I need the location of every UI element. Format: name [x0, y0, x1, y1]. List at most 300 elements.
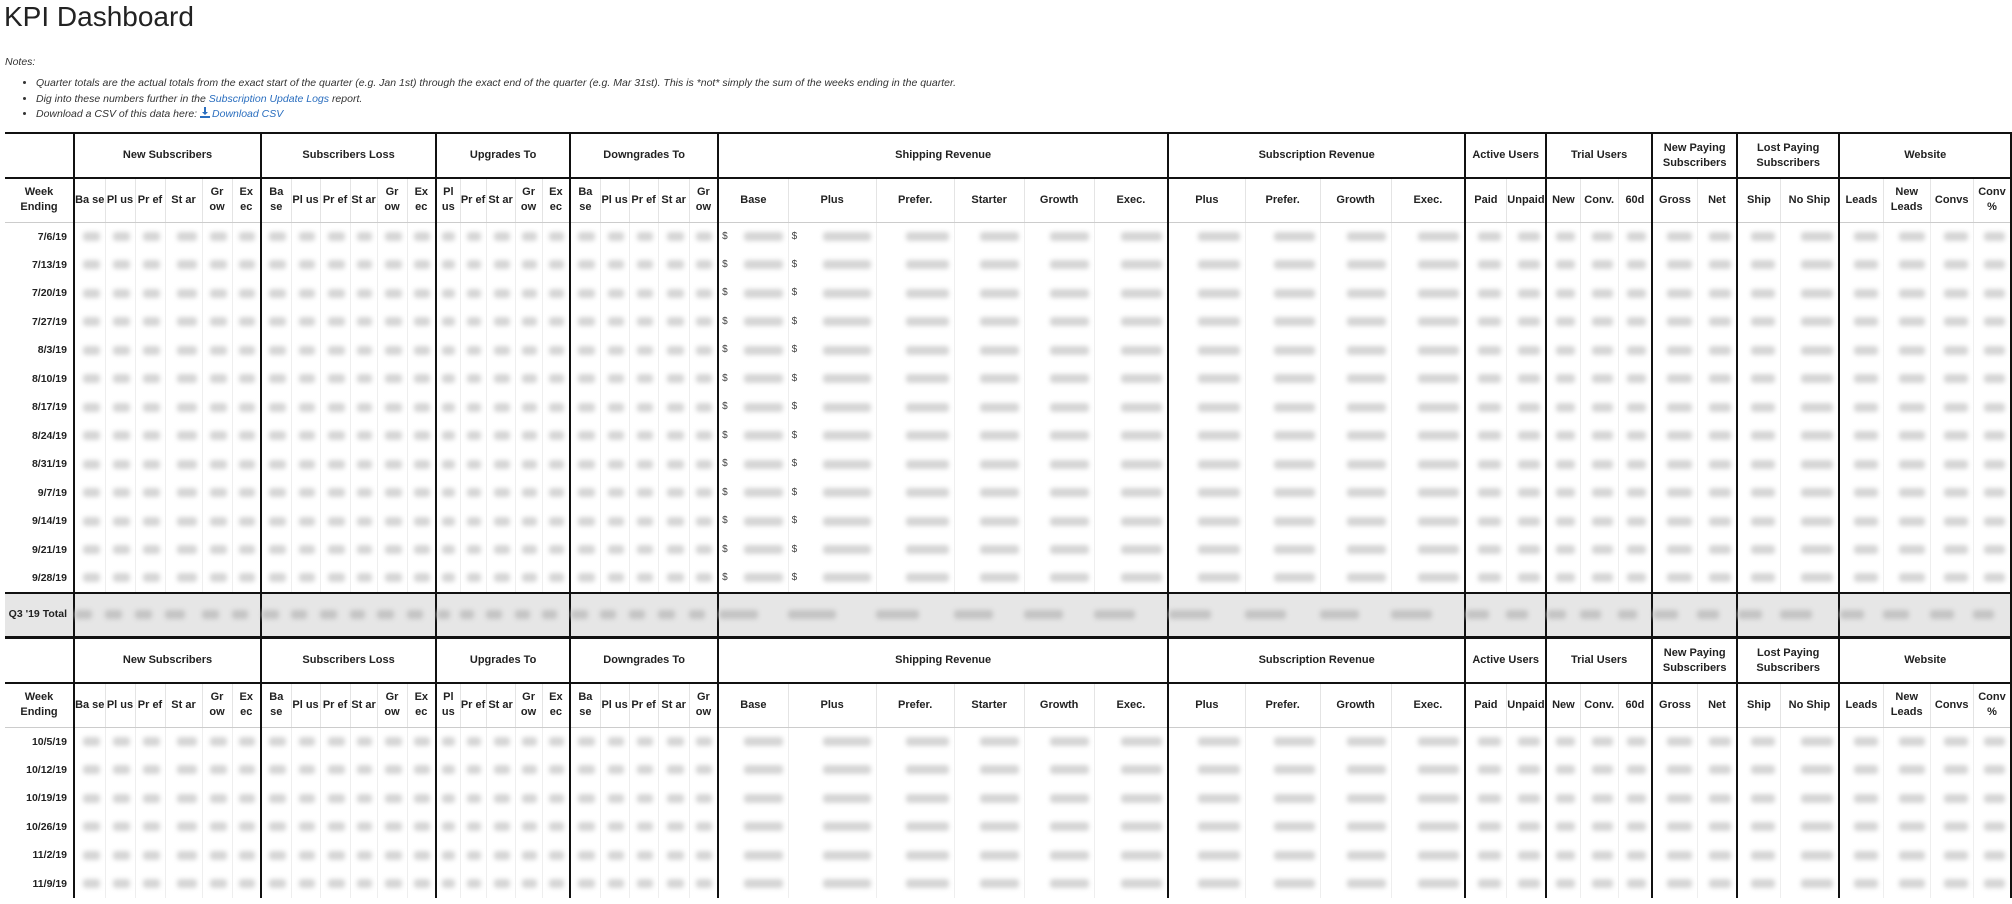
redacted-value	[522, 317, 537, 326]
value-cell-shipping-revenue-prefer	[876, 222, 954, 251]
redacted-value	[385, 232, 402, 241]
value-cell-subscription-revenue-growth	[1320, 756, 1391, 785]
redacted-value	[578, 260, 595, 269]
redacted-value	[906, 232, 949, 241]
redacted-value	[1944, 488, 1968, 497]
value-cell-subscription-revenue-plus	[1168, 251, 1245, 280]
redacted-value	[578, 573, 595, 582]
redacted-value	[696, 460, 712, 469]
value-cell-shipping-revenue-plus	[788, 251, 876, 280]
value-cell-trial-users-new	[1546, 564, 1580, 593]
redacted-value	[1801, 431, 1833, 440]
value-cell-downgrades-to-st-ar	[658, 841, 689, 870]
value-cell-upgrades-to-pl-us	[436, 365, 460, 394]
redacted-value	[202, 610, 219, 619]
value-cell-shipping-revenue-base	[718, 870, 788, 899]
value-cell-downgrades-to-st-ar	[658, 536, 689, 565]
redacted-value	[177, 822, 197, 831]
redacted-value	[494, 765, 510, 774]
value-cell-lost-paying-subscribers-no-ship	[1780, 841, 1839, 870]
value-cell-downgrades-to-ba-se	[570, 365, 600, 394]
value-cell-active-users-paid	[1465, 536, 1506, 565]
value-cell-shipping-revenue-growth	[1024, 870, 1094, 899]
value-cell-new-subscribers-pr-ef	[135, 870, 165, 899]
value-cell-new-subscribers-ba-se	[74, 279, 105, 308]
redacted-value	[210, 822, 227, 831]
redacted-value	[239, 317, 255, 326]
redacted-value	[906, 431, 949, 440]
value-cell-upgrades-to-ex-ec	[542, 870, 570, 899]
value-cell-new-paying-subscribers-gross	[1652, 308, 1697, 337]
redacted-value	[269, 822, 286, 831]
value-cell-new-paying-subscribers-net	[1697, 336, 1737, 365]
redacted-value	[608, 431, 624, 440]
value-cell-downgrades-to-st-ar	[658, 813, 689, 842]
value-cell-lost-paying-subscribers-no-ship	[1780, 222, 1839, 251]
redacted-value	[357, 822, 372, 831]
value-cell-new-subscribers-pr-ef	[135, 365, 165, 394]
value-cell-new-paying-subscribers-gross	[1652, 422, 1697, 451]
value-cell-shipping-revenue-starter	[954, 279, 1024, 308]
redacted-value	[608, 545, 624, 554]
value-cell-trial-users-conv	[1580, 593, 1618, 637]
group-header-subscribers-loss: Subscribers Loss	[261, 133, 436, 178]
value-cell-shipping-revenue-plus	[788, 841, 876, 870]
redacted-value	[1627, 317, 1646, 326]
value-cell-lost-paying-subscribers-ship	[1737, 813, 1780, 842]
redacted-value	[113, 232, 130, 241]
redacted-value	[299, 374, 315, 383]
value-cell-shipping-revenue-exec	[1094, 222, 1168, 251]
redacted-value	[1854, 822, 1878, 831]
value-cell-shipping-revenue-base	[718, 841, 788, 870]
value-cell-upgrades-to-ex-ec	[542, 536, 570, 565]
redacted-value	[744, 431, 783, 440]
value-cell-trial-users-conv	[1580, 784, 1618, 813]
value-cell-shipping-revenue-starter	[954, 536, 1024, 565]
redacted-value	[744, 851, 783, 860]
redacted-value	[1984, 289, 2005, 298]
redacted-value	[1801, 289, 1833, 298]
value-cell-downgrades-to-st-ar	[658, 308, 689, 337]
value-cell-upgrades-to-ex-ec	[542, 393, 570, 422]
redacted-value	[357, 879, 372, 888]
redacted-value	[1347, 822, 1386, 831]
group-header-active-users: Active Users	[1465, 133, 1546, 178]
value-cell-upgrades-to-pl-us	[436, 841, 460, 870]
redacted-value	[1478, 460, 1501, 469]
redacted-value	[823, 460, 871, 469]
value-cell-active-users-unpaid	[1506, 593, 1546, 637]
value-cell-new-subscribers-pl-us	[105, 564, 135, 593]
value-cell-new-paying-subscribers-net	[1697, 784, 1737, 813]
value-cell-subscribers-loss-pl-us	[291, 784, 320, 813]
value-cell-shipping-revenue-growth	[1024, 308, 1094, 337]
redacted-value	[1944, 822, 1968, 831]
value-cell-subscription-revenue-plus	[1168, 422, 1245, 451]
group-header-lost-paying-subscribers: Lost Paying Subscribers	[1737, 638, 1839, 683]
redacted-value	[239, 851, 255, 860]
value-cell-subscription-revenue-exec	[1391, 841, 1465, 870]
redacted-value	[328, 879, 345, 888]
redacted-value	[269, 545, 286, 554]
value-cell-website-leads	[1839, 222, 1883, 251]
value-cell-website-new-leads	[1883, 450, 1930, 479]
value-cell-subscription-revenue-prefer	[1245, 479, 1320, 508]
value-cell-shipping-revenue-base	[718, 756, 788, 785]
value-cell-subscribers-loss-ba-se	[261, 507, 291, 536]
redacted-value	[83, 431, 100, 440]
value-cell-trial-users-60d	[1618, 365, 1652, 394]
value-cell-website-leads	[1839, 507, 1883, 536]
redacted-value	[210, 374, 227, 383]
value-cell-trial-users-new	[1546, 870, 1580, 899]
value-cell-subscribers-loss-ex-ec	[407, 564, 436, 593]
value-cell-shipping-revenue-starter	[954, 593, 1024, 637]
redacted-value	[442, 403, 455, 412]
column-header-new-subscribers-gr-ow: Gr ow	[202, 178, 232, 222]
redacted-value	[637, 289, 653, 298]
value-cell-shipping-revenue-base	[718, 593, 788, 637]
value-cell-new-paying-subscribers-net	[1697, 507, 1737, 536]
value-cell-subscription-revenue-prefer	[1245, 507, 1320, 536]
value-cell-website-convs	[1930, 564, 1973, 593]
value-cell-new-paying-subscribers-net	[1697, 813, 1737, 842]
redacted-value	[1709, 737, 1731, 746]
value-cell-subscribers-loss-ex-ec	[407, 336, 436, 365]
redacted-value	[1854, 260, 1878, 269]
value-cell-subscribers-loss-pr-ef	[320, 222, 350, 251]
redacted-value	[629, 610, 645, 619]
redacted-value	[239, 573, 255, 582]
value-cell-lost-paying-subscribers-no-ship	[1780, 756, 1839, 785]
redacted-value	[385, 545, 402, 554]
column-header-subscription-revenue-growth: Growth	[1320, 683, 1391, 727]
redacted-value	[467, 822, 481, 831]
value-cell-subscription-revenue-prefer	[1245, 251, 1320, 280]
value-cell-upgrades-to-st-ar	[486, 393, 515, 422]
redacted-value	[177, 232, 197, 241]
value-cell-shipping-revenue-base	[718, 279, 788, 308]
value-cell-new-subscribers-ba-se	[74, 222, 105, 251]
redacted-value	[1518, 374, 1540, 383]
value-cell-new-subscribers-pl-us	[105, 393, 135, 422]
value-cell-subscribers-loss-gr-ow	[377, 841, 407, 870]
redacted-value	[442, 545, 455, 554]
value-cell-shipping-revenue-plus	[788, 393, 876, 422]
value-cell-new-subscribers-ex-ec	[232, 841, 261, 870]
value-cell-upgrades-to-pl-us	[436, 784, 460, 813]
redacted-value	[1984, 431, 2005, 440]
value-cell-upgrades-to-gr-ow	[515, 365, 542, 394]
value-cell-website-new-leads	[1883, 308, 1930, 337]
value-cell-lost-paying-subscribers-ship	[1737, 222, 1780, 251]
value-cell-shipping-revenue-base	[718, 422, 788, 451]
value-cell-shipping-revenue-exec	[1094, 841, 1168, 870]
redacted-value	[522, 488, 537, 497]
redacted-value	[1050, 374, 1089, 383]
value-cell-subscription-revenue-prefer	[1245, 450, 1320, 479]
redacted-value	[210, 431, 227, 440]
redacted-value	[578, 431, 595, 440]
column-header-active-users-unpaid: Unpaid	[1506, 683, 1546, 727]
value-cell-upgrades-to-gr-ow	[515, 422, 542, 451]
value-cell-trial-users-new	[1546, 784, 1580, 813]
value-cell-downgrades-to-pr-ef	[629, 450, 658, 479]
redacted-value	[1518, 488, 1540, 497]
redacted-value	[522, 822, 537, 831]
redacted-value	[1751, 517, 1775, 526]
value-cell-shipping-revenue-prefer	[876, 727, 954, 756]
redacted-value	[1347, 460, 1386, 469]
redacted-value	[1556, 260, 1575, 269]
value-cell-subscribers-loss-ba-se	[261, 336, 291, 365]
table-row	[5, 222, 2011, 251]
column-header-downgrades-to-pr-ef: Pr ef	[629, 178, 658, 222]
value-cell-subscription-revenue-exec	[1391, 784, 1465, 813]
redacted-value	[1751, 822, 1775, 831]
value-cell-website-leads	[1839, 870, 1883, 899]
value-cell-active-users-paid	[1465, 784, 1506, 813]
value-cell-trial-users-new	[1546, 450, 1580, 479]
value-cell-trial-users-new	[1546, 336, 1580, 365]
redacted-value	[442, 573, 455, 582]
redacted-value	[578, 545, 595, 554]
value-cell-lost-paying-subscribers-no-ship	[1780, 393, 1839, 422]
value-cell-lost-paying-subscribers-no-ship	[1780, 365, 1839, 394]
column-header-subscription-revenue-plus: Plus	[1168, 178, 1245, 222]
value-cell-downgrades-to-pl-us	[600, 727, 629, 756]
value-cell-website-new-leads	[1883, 336, 1930, 365]
column-header-subscribers-loss-pl-us: Pl us	[291, 683, 320, 727]
value-cell-new-subscribers-gr-ow	[202, 536, 232, 565]
redacted-value	[1121, 822, 1162, 831]
value-cell-shipping-revenue-base	[718, 336, 788, 365]
redacted-value	[177, 317, 197, 326]
redacted-value	[1801, 232, 1833, 241]
value-cell-active-users-unpaid	[1506, 536, 1546, 565]
value-cell-subscribers-loss-st-ar	[350, 479, 377, 508]
value-cell-shipping-revenue-prefer	[876, 564, 954, 593]
column-header-shipping-revenue-growth: Growth	[1024, 178, 1094, 222]
value-cell-shipping-revenue-prefer	[876, 393, 954, 422]
redacted-value	[744, 232, 783, 241]
value-cell-downgrades-to-gr-ow	[689, 727, 718, 756]
value-cell-downgrades-to-ba-se	[570, 450, 600, 479]
redacted-value	[442, 317, 455, 326]
value-cell-subscription-revenue-exec	[1391, 308, 1465, 337]
value-cell-subscription-revenue-growth	[1320, 841, 1391, 870]
value-cell-downgrades-to-gr-ow	[689, 308, 718, 337]
redacted-value	[494, 403, 510, 412]
group-header-upgrades-to: Upgrades To	[436, 133, 570, 178]
redacted-value	[239, 765, 255, 774]
redacted-value	[83, 879, 100, 888]
value-cell-subscription-revenue-exec	[1391, 727, 1465, 756]
redacted-value	[1627, 794, 1646, 803]
column-header-website-leads: Leads	[1839, 683, 1883, 727]
redacted-value	[578, 403, 595, 412]
value-cell-upgrades-to-pr-ef	[460, 870, 486, 899]
redacted-value	[1556, 346, 1575, 355]
redacted-value	[1944, 431, 1968, 440]
value-cell-subscribers-loss-gr-ow	[377, 479, 407, 508]
group-header-upgrades-to: Upgrades To	[436, 638, 570, 683]
redacted-value	[906, 260, 949, 269]
value-cell-subscribers-loss-gr-ow	[377, 507, 407, 536]
redacted-value	[1667, 431, 1692, 440]
redacted-value	[1944, 346, 1968, 355]
value-cell-shipping-revenue-exec	[1094, 564, 1168, 593]
redacted-value	[1667, 545, 1692, 554]
redacted-value	[667, 403, 684, 412]
value-cell-downgrades-to-gr-ow	[689, 365, 718, 394]
value-cell-upgrades-to-ex-ec	[542, 727, 570, 756]
redacted-value	[1709, 879, 1731, 888]
column-header-new-subscribers-ba-se: Ba se	[74, 178, 105, 222]
currency-symbol: $	[791, 315, 798, 327]
redacted-value	[414, 232, 430, 241]
currency-symbol: $	[791, 287, 798, 299]
value-cell-website-conv	[1973, 756, 2011, 785]
redacted-value	[578, 488, 595, 497]
redacted-value	[667, 545, 684, 554]
value-cell-trial-users-60d	[1618, 564, 1652, 593]
value-cell-subscribers-loss-pr-ef	[320, 756, 350, 785]
week-ending-cell: 10/12/19	[26, 763, 67, 776]
redacted-value	[1556, 737, 1575, 746]
value-cell-new-subscribers-st-ar	[165, 564, 202, 593]
value-cell-subscribers-loss-gr-ow	[377, 813, 407, 842]
redacted-value	[1121, 488, 1162, 497]
value-cell-shipping-revenue-base	[718, 222, 788, 251]
value-cell-subscription-revenue-prefer	[1245, 222, 1320, 251]
value-cell-downgrades-to-pl-us	[600, 593, 629, 637]
redacted-value	[1121, 573, 1162, 582]
value-cell-active-users-paid	[1465, 450, 1506, 479]
column-header-downgrades-to-gr-ow: Gr ow	[689, 683, 718, 727]
value-cell-upgrades-to-ex-ec	[542, 507, 570, 536]
value-cell-shipping-revenue-plus	[788, 536, 876, 565]
redacted-value	[1418, 317, 1459, 326]
value-cell-lost-paying-subscribers-ship	[1737, 841, 1780, 870]
value-cell-subscription-revenue-growth	[1320, 365, 1391, 394]
redacted-value	[1418, 517, 1459, 526]
redacted-value	[549, 403, 564, 412]
redacted-value	[177, 545, 197, 554]
redacted-value	[578, 765, 595, 774]
redacted-value	[143, 737, 160, 746]
group-header-row	[5, 638, 2011, 683]
table-row	[5, 251, 2011, 280]
redacted-value	[823, 851, 871, 860]
value-cell-subscribers-loss-pl-us	[291, 593, 320, 637]
redacted-value	[385, 460, 402, 469]
redacted-value	[1801, 460, 1833, 469]
redacted-value	[1801, 545, 1833, 554]
week-ending-cell: 7/6/19	[37, 230, 67, 243]
value-cell-subscribers-loss-pr-ef	[320, 507, 350, 536]
redacted-value	[414, 374, 430, 383]
value-cell-website-leads	[1839, 393, 1883, 422]
value-cell-subscribers-loss-gr-ow	[377, 222, 407, 251]
column-header-shipping-revenue-exec: Exec.	[1094, 683, 1168, 727]
quarter-total-label: Q3 '19 Total	[5, 593, 74, 637]
redacted-value	[637, 879, 653, 888]
value-cell-website-convs	[1930, 756, 1973, 785]
subscription-update-logs-link[interactable]: Subscription Update Logs	[208, 92, 330, 105]
value-cell-active-users-paid	[1465, 727, 1506, 756]
value-cell-subscribers-loss-ex-ec	[407, 308, 436, 337]
redacted-value	[1899, 488, 1925, 497]
currency-symbol: $	[791, 344, 798, 356]
value-cell-new-subscribers-st-ar	[165, 308, 202, 337]
redacted-value	[113, 545, 130, 554]
redacted-value	[667, 573, 684, 582]
redacted-value	[1840, 610, 1864, 619]
redacted-value	[385, 374, 402, 383]
value-cell-shipping-revenue-exec	[1094, 336, 1168, 365]
redacted-value	[980, 289, 1019, 298]
redacted-value	[1347, 289, 1386, 298]
value-cell-upgrades-to-pr-ef	[460, 784, 486, 813]
redacted-value	[522, 403, 537, 412]
value-cell-website-convs	[1930, 450, 1973, 479]
value-cell-website-leads	[1839, 593, 1883, 637]
week-ending-header: Week Ending	[5, 683, 74, 727]
redacted-value	[1094, 610, 1135, 619]
download-csv-link[interactable]	[200, 108, 283, 120]
value-cell-new-subscribers-pl-us	[105, 813, 135, 842]
currency-symbol: $	[722, 543, 728, 555]
redacted-value	[1709, 232, 1731, 241]
redacted-value	[1984, 460, 2005, 469]
redacted-value	[1518, 346, 1540, 355]
redacted-value	[1667, 488, 1692, 497]
redacted-value	[578, 517, 595, 526]
value-cell-new-subscribers-pr-ef	[135, 813, 165, 842]
value-cell-subscription-revenue-growth	[1320, 450, 1391, 479]
redacted-value	[1627, 851, 1646, 860]
value-cell-new-paying-subscribers-net	[1697, 393, 1737, 422]
value-cell-new-subscribers-ex-ec	[232, 784, 261, 813]
redacted-value	[442, 794, 455, 803]
redacted-value	[494, 374, 510, 383]
value-cell-downgrades-to-st-ar	[658, 756, 689, 785]
value-cell-subscribers-loss-ex-ec	[407, 365, 436, 394]
redacted-value	[83, 403, 100, 412]
column-header-subscription-revenue-plus: Plus	[1168, 683, 1245, 727]
value-cell-shipping-revenue-base	[718, 813, 788, 842]
redacted-value	[1899, 573, 1925, 582]
value-cell-upgrades-to-pl-us	[436, 564, 460, 593]
redacted-value	[608, 573, 624, 582]
value-cell-upgrades-to-st-ar	[486, 564, 515, 593]
redacted-value	[1347, 488, 1386, 497]
note-download-prefix: Download a CSV of this data here:	[36, 108, 198, 120]
value-cell-downgrades-to-pl-us	[600, 536, 629, 565]
redacted-value	[1198, 289, 1240, 298]
redacted-value	[637, 794, 653, 803]
redacted-value	[1347, 545, 1386, 554]
redacted-value	[1944, 517, 1968, 526]
redacted-value	[1738, 610, 1762, 619]
notes-list	[0, 76, 956, 123]
value-cell-new-paying-subscribers-net	[1697, 479, 1737, 508]
value-cell-upgrades-to-ex-ec	[542, 365, 570, 394]
currency-symbol: $	[722, 372, 728, 384]
redacted-value	[744, 260, 783, 269]
